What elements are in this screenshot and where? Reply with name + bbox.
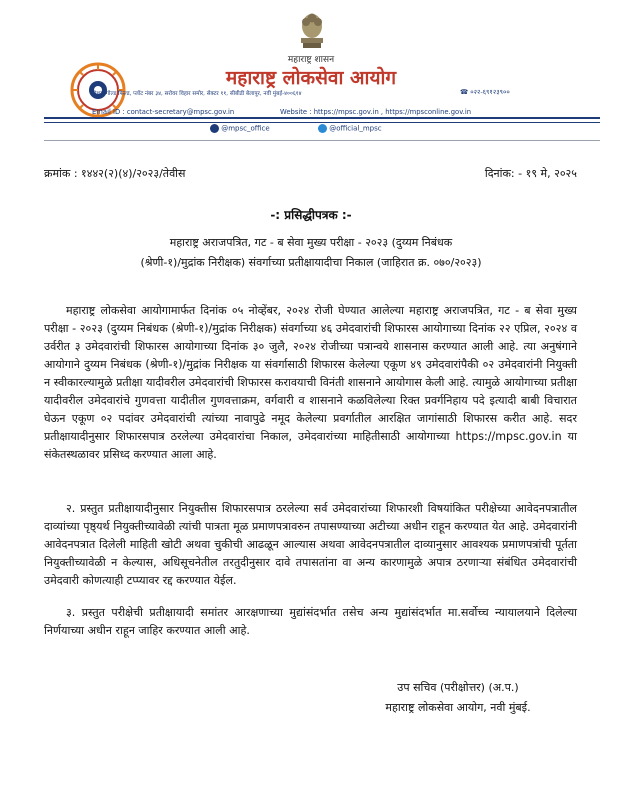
document-title: -: प्रसिद्धीपत्रक :- xyxy=(270,208,352,222)
telegram-handle-text: @official_mpsc xyxy=(329,124,382,133)
paragraph-2: २. प्रस्तुत प्रतीक्षायादीनुसार नियुक्तीस शिफारसपात्र ठरलेल्या सर्व उमेदवारांच्या शिफारशी विषयांकित परीक्षेच्या आवेदनपत्रातील दाव्यांच्या पृष्ठ्यर्थ नियुक्तीच्यावेळी त्यांची पात्रता मूळ प्रमाणपत्रावरुन तपासण्याच्या अटीच्या अधीन राहून करण्यात येत आहे. उमेदवारांनी आवेदनपत्रात दिलेली माहिती खोटी अथवा चुकीची आढळून आल्यास अथवा आवेदनपत्रातील दाव्यानुसार आवश्यक प्रमाणपत्रांची पूर्तता नियुक्तीच्यावेळी न केल्यास, अधिसूचनेतील तरतुदीनुसार दावे तपासतांना वा अन्य कारणामुळे अपात्र ठरणाऱ्या संबंधित उमेदवारांची उमेदवारी कोणत्याही टप्प्यावर रद्द करण्यात येईल. xyxy=(44,502,577,587)
subject xyxy=(60,233,562,273)
header-rule xyxy=(44,117,600,123)
instagram-icon xyxy=(210,124,219,133)
phone-icon: ☎ xyxy=(460,88,469,96)
email-id[interactable]: Email ID : contact-secretary@mpsc.gov.in xyxy=(92,108,235,116)
state-emblem xyxy=(297,8,327,50)
reference-number: क्रमांक : १४४२(२)(४)/२०२३/तेवीस xyxy=(44,167,186,180)
signatory-office: महाराष्ट्र लोकसेवा आयोग, नवी मुंबई. xyxy=(385,701,531,714)
telegram-icon xyxy=(318,124,327,133)
address: त्रिशूल गोल्ड फिल्ड, प्लॉट नंबर ३४, सरोवर विहार समोर, सेक्टर ११, सीबीडी बेलापूर, नवी मुंबई-४००६१४ xyxy=(92,91,302,97)
phone-number: ०२२-६९१२३९०० xyxy=(470,88,510,96)
commission-name: महाराष्ट्र लोकसेवा आयोग xyxy=(225,67,397,89)
social-handle[interactable] xyxy=(210,124,270,133)
letterhead xyxy=(0,0,622,160)
letterhead-divider xyxy=(44,140,600,141)
paragraph-3: ३. प्रस्तुत परीक्षेची प्रतीक्षायादी समांतर आरक्षणाच्या मुद्यांसंदर्भात तसेच अन्य मुद्यांसंदर्भात मा.सर्वोच्च न्यायालयाने दिलेल्या निर्णयाच्या अधीन राहून जाहिर करण्यात आली आहे. xyxy=(44,606,577,637)
issue-date: दिनांक: - १९ मे, २०२५ xyxy=(484,167,577,180)
signature-block xyxy=(348,678,568,718)
paragraph-1: महाराष्ट्र लोकसेवा आयोगामार्फत दिनांक ०५ नोव्हेंबर, २०२४ रोजी घेण्यात आलेल्या महाराष्ट्र अराजपत्रित, गट - ब सेवा मुख्य परीक्षा - २०२३ (दुय्यम निबंधक (श्रेणी-१)/मुद्रांक निरीक्षक) संवर्गाच्या ४६ उमेदवारांची शिफारस आयोगाच्या दिनांक २२ एप्रिल, २०२४ व उर्वरीत ३ उमेदवारांची शिफारस आयोगाच्या दिनांक ३० जुलै, २०२४ रोजीच्या पत्रान्वये शासनास करण्यात आली आहे. त्या अनुषंगाने आयोगाने दुय्यम निबंधक (श्रेणी-१)/मुद्रांक निरीक्षक या संवर्गासाठी शिफारस केलेल्या एकूण ४९ उमेदवारांपैकी ०२ उमेदवारांनी नियुक्ती न स्वीकारल्यामुळे प्रतीक्षा यादीवरील उमेदवारांची शिफारस करावयाची विनंती शासनाने आयोगास केली आहे. त्यामुळे आयोगाच्या प्रतीक्षा यादीवरील उमेदवारांचे गुणवत्ता यादीतील गुणवत्ताक्रम, वर्गवारी व शासनाने कळविलेल्या रिक्त प्रवर्गनिहाय पदे इत्यादी बाबी विचारात घेऊन एकूण ०२ पदांवर उमेदवारांची त्यांच्या नावापुढे नमूद केलेल्या प्रवर्गातील आरक्षित जागांसाठी शिफारस करीत आहे. सदर प्रतीक्षायादीनुसार शिफारसपात्र ठरलेल्या उमेदवारांचा निकाल, उमेदवारांच्या माहितीसाठी आयोगाच्या https://mpsc.gov.in या संकेतस्थळावर प्रसिध्द करण्यात आला आहे. xyxy=(44,304,577,461)
govt-label: महाराष्ट्र शासन xyxy=(287,55,335,65)
website-links[interactable]: Website : https://mpsc.gov.in , https://mpsconline.gov.in xyxy=(280,108,472,116)
social-handle-text: @mpsc_office xyxy=(221,124,270,133)
signatory-designation: उप सचिव (परीक्षोत्तर) (अ.प.) xyxy=(397,681,519,694)
phone-block xyxy=(460,87,510,96)
subject-line-1: महाराष्ट्र अराजपत्रित, गट - ब सेवा मुख्य परीक्षा - २०२३ (दुय्यम निबंधक xyxy=(169,236,453,249)
telegram-handle[interactable] xyxy=(318,124,382,133)
subject-line-2: (श्रेणी-१)/मुद्रांक निरीक्षक) संवर्गाच्या प्रतीक्षायादीचा निकाल (जाहिरात क्र. ०७०/२०२३) xyxy=(140,256,482,269)
